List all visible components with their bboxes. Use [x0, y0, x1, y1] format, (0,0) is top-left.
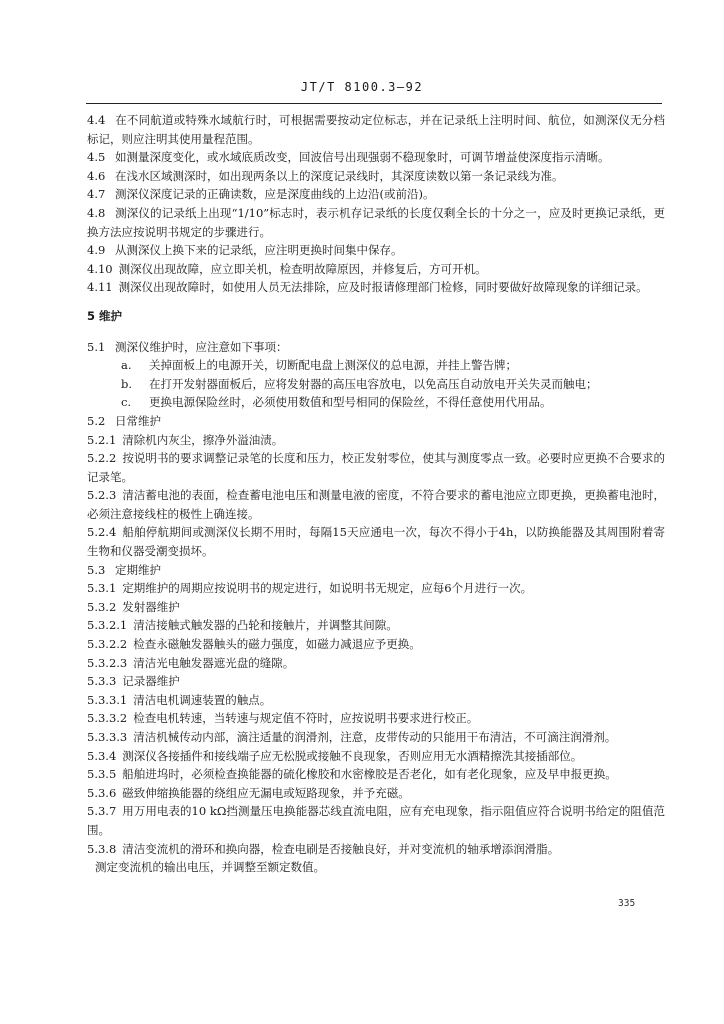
- clause-4-5: 4.5 如测量深度变化，或水域底质改变，回波信号出现强弱不稳现象时，可调节增益使深度指示清晰。: [87, 150, 610, 165]
- clause-5-3-2-1: 5.3.2.1 清洁接触式触发器的凸轮和接触片，并调整其间隙。: [87, 618, 398, 633]
- document-body: [87, 111, 665, 877]
- clause-5-3-6: 5.3.6 磁致伸缩换能器的绕组应无漏电或短路现象，并予充磁。: [87, 785, 410, 800]
- clause-5-2-3: 5.2.3 清洁蓄电池的表面，检查蓄电池电压和测量电液的密度，不符合要求的蓄电池应立即更换，更换蓄电池时，必须注意接线柱的极性上确连接。: [87, 488, 665, 521]
- clause-4-11: 4.11 测深仪出现故障时，如使用人员无法排除，应及时报请修理部门检修，同时要做好故障现象的详细记录。: [87, 280, 648, 295]
- clause-5-2-4: 5.2.4 船舶停航期间或测深仪长期不用时，每隔15天应通电一次，每次不得小于4h，以防换能器及其周围附着寄生物和仪器受潮变损坏。: [87, 525, 665, 559]
- clause-5-3-1: 5.3.1 定期维护的周期应按说明书的规定进行，如说明书无规定，应每6个月进行一次。: [87, 581, 533, 596]
- clause-5-3-3-3: 5.3.3.3 清洁机械传动内部，滴注适量的润滑剂，注意，皮带传动的只能用干布清洁，不可滴注润滑剂。: [87, 730, 617, 744]
- list-item: b. 在打开发射器面板后，应将发射器的高压电容放电，以免高压自动放电开关失灵而触电；: [121, 376, 598, 391]
- clause-5-3-8-continued: 测定变流机的输出电压，并调整至额定数值。: [95, 860, 325, 875]
- clause-4-7: 4.7 测深仪深度记录的正确读数，应是深度曲线的上边沿(或前沿)。: [87, 187, 435, 202]
- clause-4-9: 4.9 从测深仪上换下来的记录纸，应注明更换时间集中保存。: [87, 243, 403, 258]
- clause-5-3-5: 5.3.5 船舶进坞时，必须检查换能器的硫化橡胶和水密橡胶是否老化，如有老化现象，应及早申报更换。: [87, 767, 617, 782]
- clause-5-1: 5.1 测深仪维护时，应注意如下事项：: [87, 339, 288, 354]
- clause-5-3-3-2: 5.3.3.2 检查电机转速，当转速与规定值不符时，应按说明书要求进行校正。: [87, 711, 479, 726]
- document-code-header: JT/T 8100.3—92: [300, 80, 424, 94]
- clause-5-3-3-1: 5.3.3.1 清洁电机调速装置的触点。: [87, 692, 272, 707]
- clause-5-3-2-3: 5.3.2.3 清洁光电触发器遮光盘的缝隙。: [87, 655, 295, 670]
- list-item: c. 更换电源保险丝时，必须使用数值和型号相同的保险丝，不得任意使用代用品。: [121, 395, 552, 410]
- clause-5-2: 5.2 日常维护: [87, 413, 161, 428]
- clause-5-2-1: 5.2.1 清除机内灰尘，擦净外溢油渍。: [87, 432, 284, 447]
- clause-5-3-2-2: 5.3.2.2 检查永磁触发器触头的磁力强度，如磁力减退应予更换。: [87, 637, 421, 652]
- section-title: 5 维护: [87, 308, 123, 323]
- clause-5-3-8: 5.3.8 清洁变流机的滑环和换向器，检查电刷是否接触良好，并对变流机的轴承增添润滑脂。: [87, 841, 560, 856]
- clause-5-3-2: 5.3.2 发射器维护: [87, 599, 180, 614]
- clause-5-3: 5.3 定期维护: [87, 562, 161, 577]
- clause-5-3-7: 5.3.7 用万用电表的10 kΩ挡测量压电换能器芯线直流电阻，应有充电现象，指示阻值应符合说明书给定的阻值范围。: [87, 804, 665, 837]
- clause-5-3-4: 5.3.4 测深仪各接插件和接线端子应无松脱或接触不良现象，否则应用无水酒精擦洗其接插部位。: [87, 748, 583, 763]
- page-number: 335: [618, 898, 636, 909]
- clause-4-4: 4.4 在不同航道或特殊水域航行时，可根据需要按动定位标志，并在记录纸上注明时间、航位，如测深仪无分档标记，则应注明其使用量程范围。: [87, 113, 665, 146]
- header-rule: [86, 103, 662, 104]
- clause-5-3-3: 5.3.3 记录器维护: [87, 674, 180, 689]
- clause-4-10: 4.10 测深仪出现故障，应立即关机，检查明故障原因，并修复后，方可开机。: [87, 261, 487, 276]
- clause-4-8: 4.8 测深仪的记录纸上出现“1/10”标志时，表示机存记录纸的长度仅剩全长的十分之一，应及时更换记录纸，更换方法应按说明书规定的步骤进行。: [87, 205, 665, 239]
- clause-5-2-2: 5.2.2 按说明书的要求调整记录笔的长度和压力，校正发射零位，使其与测度零点一致。必要时应更换不合要求的记录笔。: [87, 451, 665, 484]
- clause-4-6: 4.6 在浅水区域测深时，如出现两条以上的深度记录线时，其深度读数以第一条记录线为准。: [87, 168, 564, 183]
- list-item: a. 关掉面板上的电源开关，切断配电盘上测深仪的总电源，并挂上警告牌；: [121, 358, 517, 373]
